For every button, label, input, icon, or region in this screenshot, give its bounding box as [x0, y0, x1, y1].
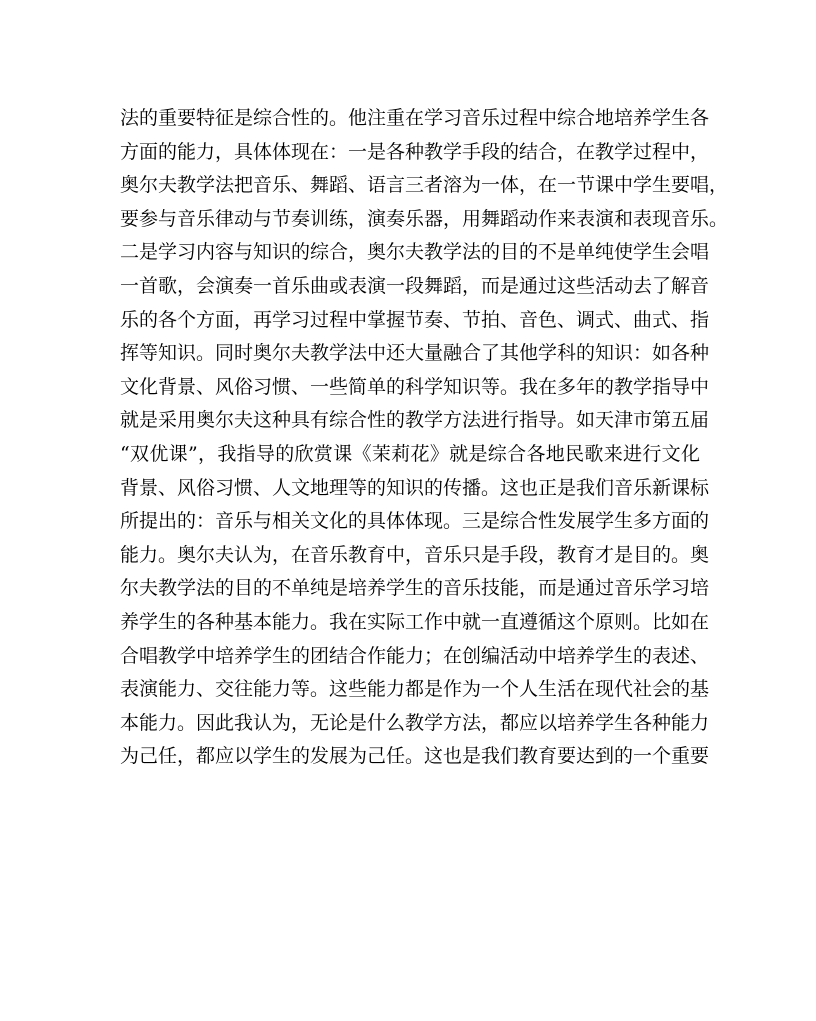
text-line: 一首歌，会演奏一首乐曲或表演一段舞蹈，而是通过这些活动去了解音: [120, 274, 710, 297]
text-line: 背景、风俗习惯、人文地理等的知识的传播。这也正是我们音乐新课标: [120, 476, 710, 499]
text-line: 能力。奥尔夫认为，在音乐教育中，音乐只是手段，教育才是目的。奥: [120, 543, 710, 566]
text-line: 挥等知识。同时奥尔夫教学法中还大量融合了其他学科的知识：如各种: [120, 342, 710, 365]
text-line: 二是学习内容与知识的综合，奥尔夫教学法的目的不是单纯使学生会唱: [120, 241, 710, 264]
text-line: 尔夫教学法的目的不单纯是培养学生的音乐技能，而是通过音乐学习培: [120, 577, 710, 600]
text-line: 本能力。因此我认为，无论是什么教学方法，都应以培养学生各种能力: [120, 711, 710, 734]
text-line: 就是采用奥尔夫这种具有综合性的教学方法进行指导。如天津市第五届: [120, 409, 710, 432]
text-line: 文化背景、风俗习惯、一些简单的科学知识等。我在多年的教学指导中: [120, 375, 710, 398]
text-line: 奥尔夫教学法把音乐、舞蹈、语言三者溶为一体，在一节课中学生要唱，: [120, 174, 729, 197]
text-line: 合唱教学中培养学生的团结合作能力；在创编活动中培养学生的表述、: [120, 644, 710, 667]
body-text: [120, 102, 729, 774]
text-line: 表演能力、交往能力等。这些能力都是作为一个人生活在现代社会的基: [120, 678, 710, 701]
text-line: “双优课”，我指导的欣赏课《茉莉花》就是综合各地民歌来进行文化: [120, 442, 700, 465]
text-line: 要参与音乐律动与节奏训练，演奏乐器，用舞蹈动作来表演和表现音乐。: [120, 207, 729, 230]
text-line: 为己任，都应以学生的发展为己任。这也是我们教育要达到的一个重要: [120, 745, 710, 768]
text-line: 养学生的各种基本能力。我在实际工作中就一直遵循这个原则。比如在: [120, 610, 710, 633]
text-line: 法的重要特征是综合性的。他注重在学习音乐过程中综合地培养学生各: [120, 107, 710, 129]
text-line: 方面的能力，具体体现在：一是各种教学手段的结合，在教学过程中，: [120, 140, 710, 163]
text-line: 所提出的：音乐与相关文化的具体体现。三是综合性发展学生多方面的: [120, 510, 710, 533]
text-line: 乐的各个方面，再学习过程中掌握节奏、节拍、音色、调式、曲式、指: [120, 308, 710, 331]
